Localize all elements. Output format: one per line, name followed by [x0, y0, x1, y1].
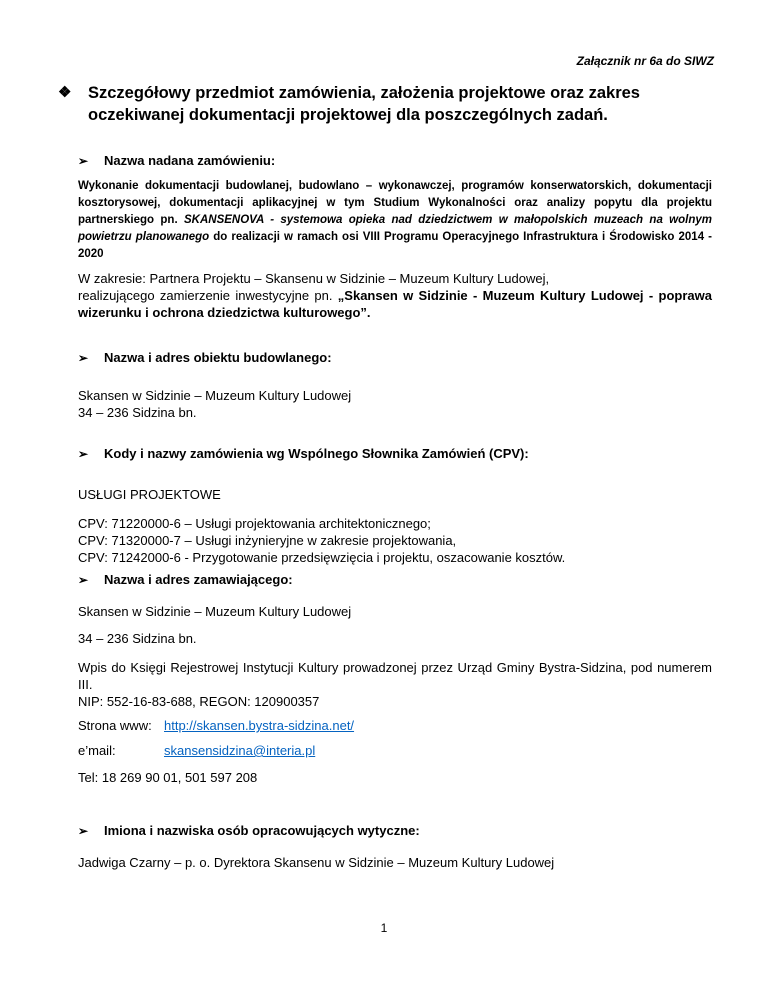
section-heading-cpv [78, 446, 529, 461]
building-postal: 34 – 236 Sidzina bn. [78, 405, 197, 420]
order-name-body [78, 178, 712, 263]
cpv-code: CPV: 71242000-6 - Przygotowanie przedsięwzięcia i projektu, oszacowanie kosztów. [78, 550, 566, 565]
arrow-bullet-icon: ➢ [78, 447, 89, 461]
telephone: Tel: 18 269 90 01, 501 597 208 [78, 770, 258, 785]
section-heading-text: Kody i nazwy zamówienia wg Wspólnego Słownika Zamówień (CPV): [104, 446, 529, 461]
order-name-part2: do realizacji w ramach osi VIII Programu Operacyjnego Infrastruktura i Środowisko 2014 - 2020 [78, 231, 712, 260]
section-heading-building [78, 350, 332, 365]
cpv-code: CPV: 71220000-6 – Usługi projektowania architektonicznego; [78, 516, 431, 531]
scope-line2-prefix: realizującego zamierzenie inwestycyjne pn. [78, 288, 338, 303]
ordering-party-address: 34 – 236 Sidzina bn. [78, 631, 197, 646]
arrow-bullet-icon: ➢ [78, 824, 89, 838]
section-heading-text: Nazwa i adres obiektu budowlanego: [104, 350, 332, 365]
building-name: Skansen w Sidzinie – Muzeum Kultury Ludowej [78, 388, 352, 403]
order-name-part1: Wykonanie dokumentacji budowlanej, budowlano – wykonawczej, programów konserwatorskich, dokumentacji kosztorysowej, dokumentacji aplikacyjnej w tym Studium Wykonalności oraz analizy popytu dla projektu partnerskiego pn. [78, 180, 712, 226]
order-name-italic: SKANSENOVA - systemowa opieka nad dziedzictwem w małopolskich muzeach na wolnym powietrzu planowanego [78, 214, 712, 243]
section-heading-ordering-party [78, 572, 293, 587]
section-heading-text: Nazwa nadana zamówieniu: [104, 153, 276, 168]
main-title [58, 82, 718, 126]
scope-line1: W zakresie: Partnera Projektu – Skansenu w Sidzinie – Muzeum Kultury Ludowej, [78, 271, 550, 286]
email-label: e’mail: [78, 743, 116, 758]
website-row [78, 717, 152, 734]
cpv-list [78, 515, 565, 566]
main-title-text: Szczegółowy przedmiot zamówienia, założenia projektowe oraz zakres oczekiwanej dokumentacji projektowej dla poszczególnych zadań. [88, 84, 640, 124]
section-heading-text: Nazwa i adres zamawiającego: [104, 572, 293, 587]
author-person: Jadwiga Czarny – p. o. Dyrektora Skansenu w Sidzinie – Muzeum Kultury Ludowej [78, 855, 555, 870]
cpv-code: CPV: 71320000-7 – Usługi inżynieryjne w zakresie projektowania, [78, 533, 457, 548]
arrow-bullet-icon: ➢ [78, 573, 89, 587]
scope-investment-name: „Skansen w Sidzinie - Muzeum Kultury Ludowej - poprawa wizerunku i ochrona dziedzictwa kulturowego”. [78, 288, 712, 320]
nip-regon: NIP: 552-16-83-688, REGON: 120900357 [78, 694, 320, 709]
building-address [78, 387, 351, 421]
email-link[interactable]: skansensidzina@interia.pl [164, 743, 316, 758]
page-number: 1 [380, 921, 388, 935]
registry-paragraph [78, 659, 712, 710]
arrow-bullet-icon: ➢ [78, 351, 89, 365]
website-label: Strona www: [78, 718, 152, 733]
registry-entry: Wpis do Księgi Rejestrowej Instytucji Kultury prowadzonej przez Urząd Gminy Bystra-Sidzina, pod numerem III. [78, 660, 712, 692]
section-heading-authors [78, 823, 420, 838]
cpv-label: USŁUGI PROJEKTOWE [78, 487, 221, 502]
annex-label: Załącznik nr 6a do SIWZ [576, 54, 714, 68]
website-link[interactable]: http://skansen.bystra-sidzina.net/ [164, 718, 355, 733]
section-heading-text: Imiona i nazwiska osób opracowujących wytyczne: [104, 823, 420, 838]
ordering-party-name: Skansen w Sidzinie – Muzeum Kultury Ludowej [78, 604, 352, 619]
arrow-bullet-icon: ➢ [78, 154, 89, 168]
scope-paragraph [78, 270, 712, 321]
section-heading-order-name [78, 153, 275, 168]
diamond-bullet-icon: ❖ [58, 84, 72, 101]
